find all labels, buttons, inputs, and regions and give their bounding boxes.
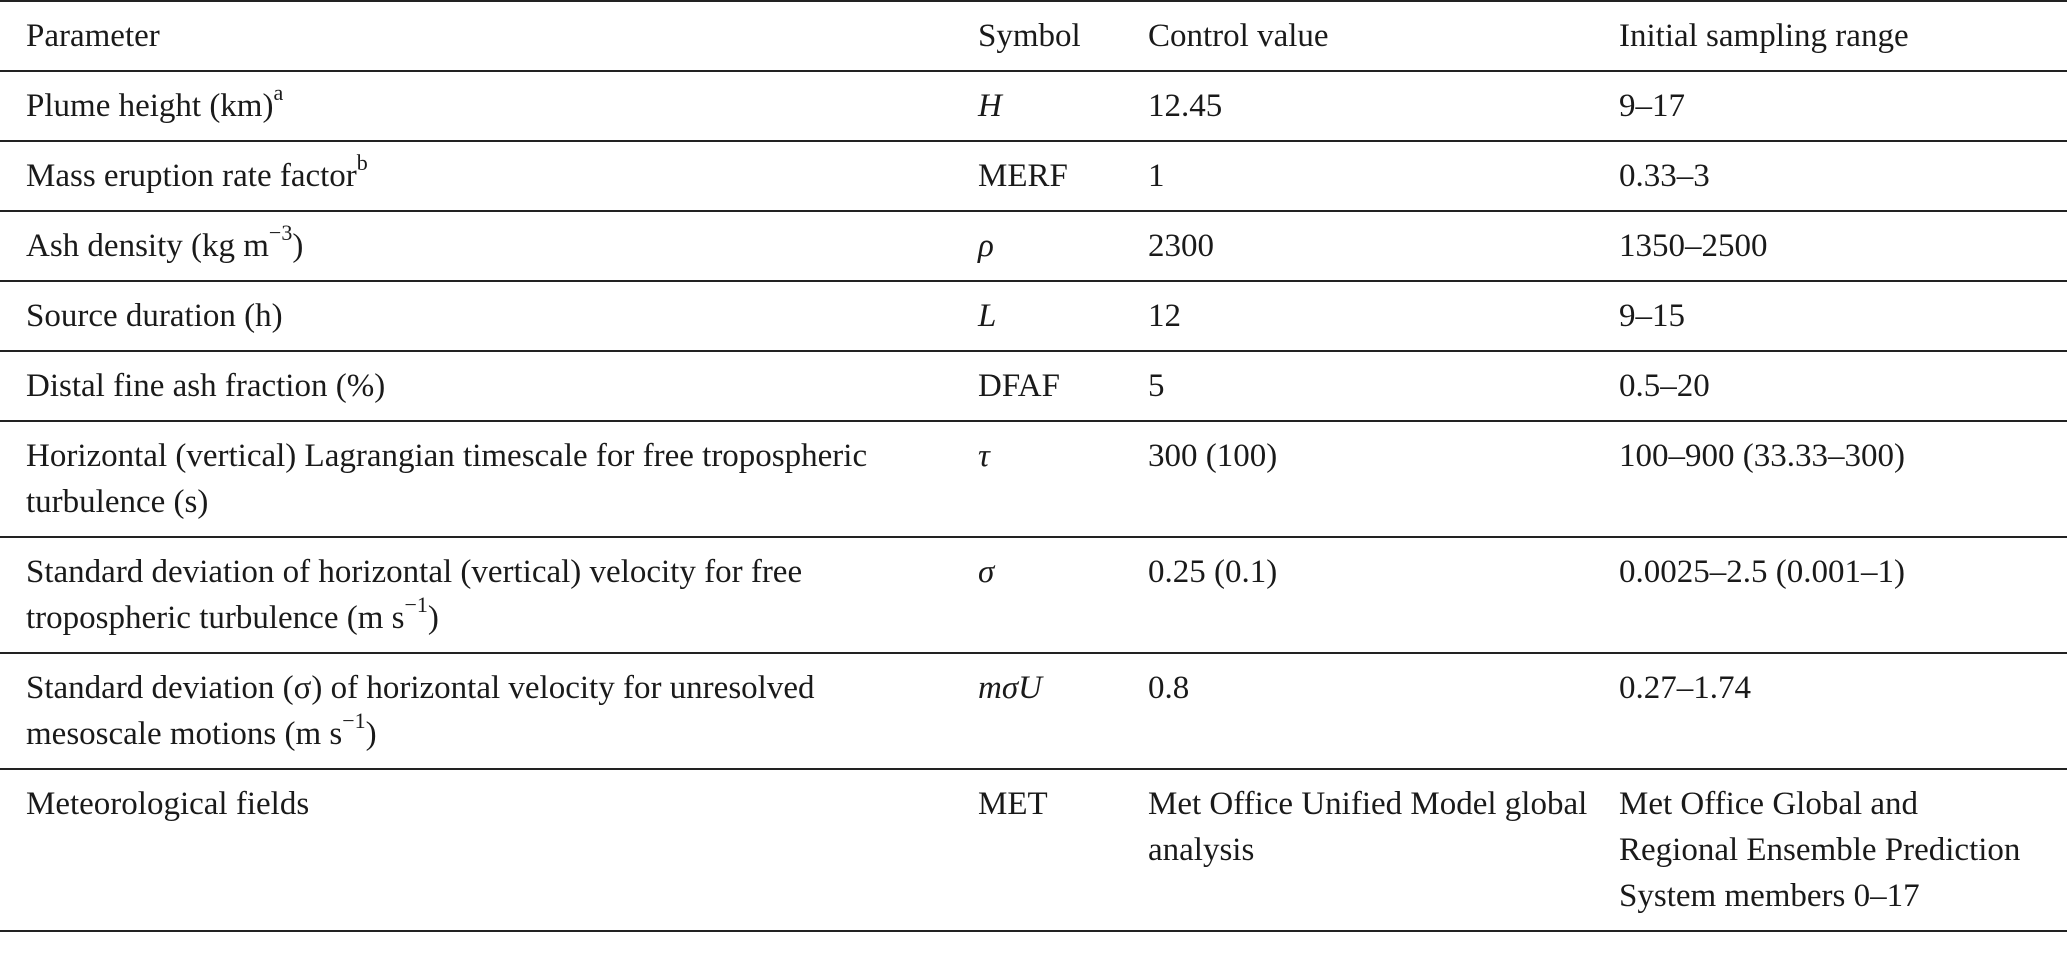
table-row [0, 141, 2067, 211]
sampling-range-cell: 9–17 [1619, 88, 1685, 124]
control-value-cell: 2300 [1148, 228, 1214, 264]
symbol-cell: L [978, 298, 997, 334]
sampling-range-cell: 9–15 [1619, 298, 1685, 334]
sampling-range-cell: 1350–2500 [1619, 228, 1768, 264]
parameter-superscript: b [356, 150, 368, 175]
sampling-range-cell: 0.27–1.74 [1619, 670, 1751, 706]
symbol-cell: mσU [978, 670, 1042, 706]
table-row [0, 537, 2067, 653]
control-value-cell: 300 (100) [1148, 438, 1278, 474]
symbol-cell: ρ [978, 228, 994, 264]
table-row [0, 211, 2067, 281]
parameter-text: Source duration (h) [26, 298, 283, 334]
parameter-superscript: −1 [404, 592, 428, 617]
header-symbol: Symbol [978, 18, 1081, 54]
symbol-cell: DFAF [978, 368, 1060, 404]
sampling-range-cell: 100–900 (33.33–300) [1619, 438, 1905, 474]
parameter-cell [0, 351, 975, 421]
table-row [0, 281, 2067, 351]
parameter-text: Mass eruption rate factor [26, 158, 357, 194]
control-value-cell: 5 [1148, 368, 1165, 404]
table-row [0, 351, 2067, 421]
control-value-cell: 12 [1148, 298, 1181, 334]
control-value-cell: 0.8 [1148, 670, 1190, 706]
symbol-cell: MERF [978, 158, 1068, 194]
control-value-cell: 1 [1148, 158, 1165, 194]
parameter-text: Plume height (km) [26, 88, 274, 124]
parameter-cell [0, 769, 975, 931]
parameter-cell [0, 653, 975, 769]
parameter-cell [0, 211, 975, 281]
header-control-value: Control value [1148, 18, 1329, 54]
parameter-unit-tail: ) [292, 228, 304, 264]
parameter-cell [0, 71, 975, 141]
parameter-superscript: a [273, 80, 284, 105]
control-value-cell: 12.45 [1148, 88, 1223, 124]
parameter-cell [0, 281, 975, 351]
table-row [0, 769, 2067, 931]
parameter-text: Standard deviation (σ) of horizontal velocity for unresolved mesoscale motions (m s [26, 670, 815, 752]
parameter-unit-tail: ) [427, 600, 439, 636]
header-sampling-range: Initial sampling range [1619, 18, 1909, 54]
control-value-cell: Met Office Unified Model global analysis [1148, 786, 1588, 868]
table-row [0, 421, 2067, 537]
table-row [0, 71, 2067, 141]
header-parameter: Parameter [26, 18, 160, 54]
parameter-text: Distal fine ash fraction (%) [26, 368, 386, 404]
parameter-text: Ash density (kg m [26, 228, 269, 264]
symbol-cell: σ [978, 554, 995, 590]
parameter-text: Standard deviation of horizontal (vertical) velocity for free tropospheric turbulence (m s [26, 554, 803, 636]
parameter-superscript: −3 [268, 220, 293, 245]
parameter-text: Meteorological fields [26, 786, 310, 822]
parameter-cell [0, 537, 975, 653]
sampling-range-cell: Met Office Global and Regional Ensemble Prediction System members 0–17 [1619, 786, 2021, 914]
control-value-cell: 0.25 (0.1) [1148, 554, 1278, 590]
sampling-range-cell: 0.33–3 [1619, 158, 1710, 194]
table-row [0, 653, 2067, 769]
symbol-cell: MET [978, 786, 1048, 822]
sampling-range-cell: 0.5–20 [1619, 368, 1710, 404]
parameter-cell [0, 141, 975, 211]
parameter-unit-tail: ) [365, 716, 377, 752]
sampling-range-cell: 0.0025–2.5 (0.001–1) [1619, 554, 1905, 590]
parameter-text: Horizontal (vertical) Lagrangian timescale for free tropospheric turbulence (s) [26, 438, 868, 520]
header-row [0, 1, 2067, 71]
symbol-cell: H [978, 88, 1002, 124]
symbol-cell: τ [978, 438, 990, 474]
parameter-cell [0, 421, 975, 537]
parameter-superscript: −1 [342, 708, 366, 733]
